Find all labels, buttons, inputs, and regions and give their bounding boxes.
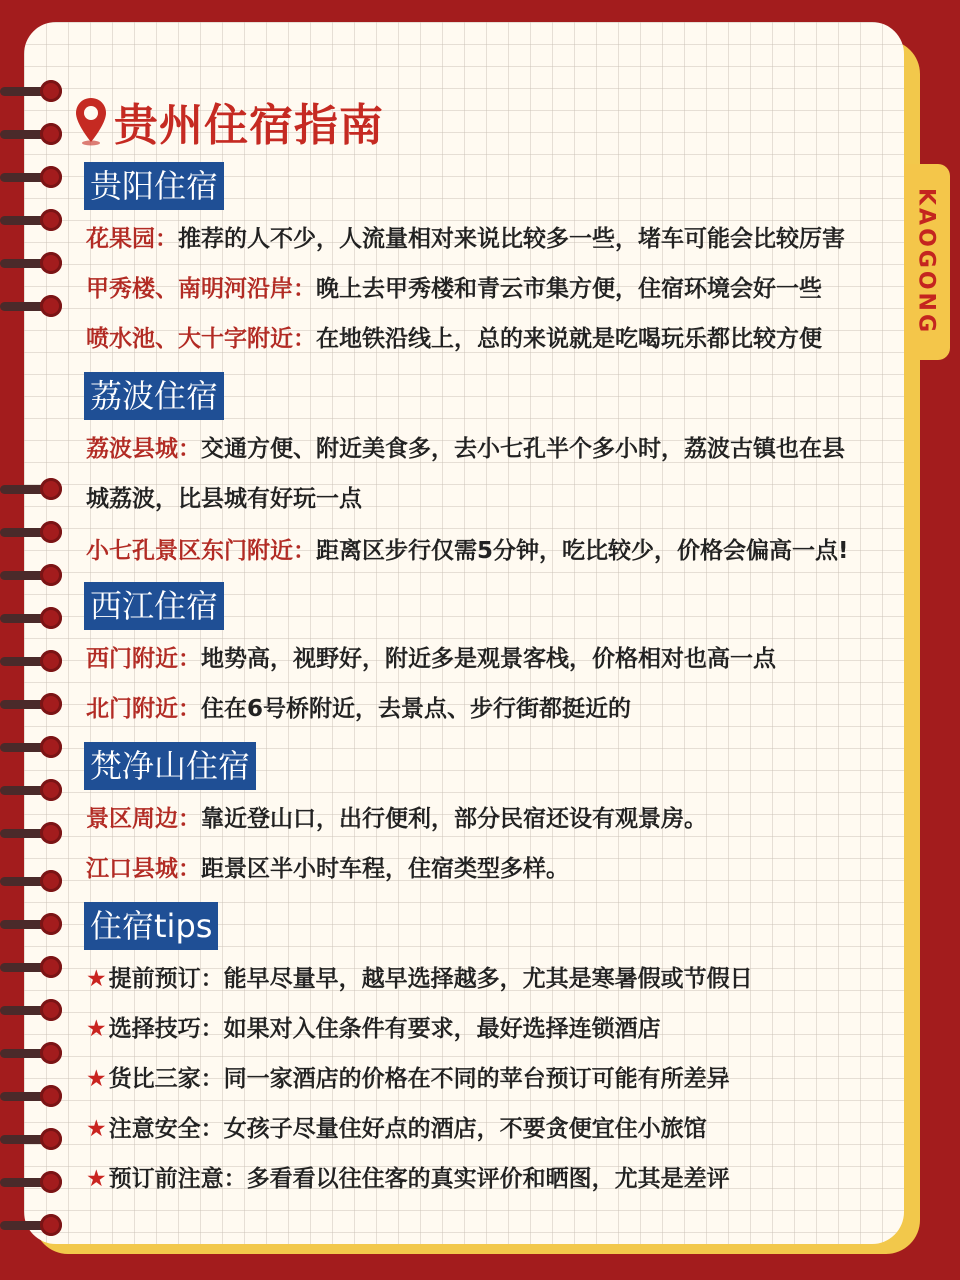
spiral-ring [0,1040,62,1068]
item-key: 荔波县城： [86,436,201,462]
spiral-ring [0,293,62,321]
spiral-ring [0,954,62,982]
star-icon: ★ [86,966,107,992]
item-key: 甲秀楼、南明河沿岸： [86,276,316,302]
list-item [86,526,849,576]
tip-item [86,1054,730,1104]
spiral-ring [0,1126,62,1154]
spiral-ring [0,121,62,149]
item-text: 住在6号桥附近，去景点、步行街都挺近的 [201,696,632,722]
spiral-ring [0,777,62,805]
item-text: 晚上去甲秀楼和青云市集方便，住宿环境会好一些 [316,276,822,302]
item-text: 距离区步行仅需5分钟，吃比较少，价格会偏高一点! [316,538,849,564]
tip-item [86,954,753,1004]
list-item [86,634,776,684]
spiral-ring [0,820,62,848]
section-heading-guiyang: 贵阳住宿 [84,162,224,210]
spiral-ring [0,691,62,719]
tip-text: 预订前注意：多看看以往住客的真实评价和晒图，尤其是差评 [108,1166,730,1192]
tip-text: 提前预订：能早尽量早，越早选择越多，尤其是寒暑假或节假日 [108,966,753,992]
star-icon: ★ [86,1166,107,1192]
item-text: 地势高，视野好，附近多是观景客栈，价格相对也高一点 [201,646,776,672]
star-icon: ★ [86,1116,107,1142]
tip-item [86,1104,707,1154]
item-text: 交通方便、附近美食多，去小七孔半个多小时，荔波古镇也在县城荔波，比县城有好玩一点 [86,436,845,512]
item-key: 北门附近： [86,696,201,722]
spiral-ring [0,734,62,762]
page-title: 贵州住宿指南 [114,100,384,151]
item-key: 喷水池、大十字附近： [86,326,316,352]
item-text: 推荐的人不少，人流量相对来说比较多一些，堵车可能会比较厉害 [178,226,845,252]
spiral-ring [0,519,62,547]
star-icon: ★ [86,1016,107,1042]
section-heading-xijiang: 西江住宿 [84,582,224,630]
list-item [86,844,569,894]
section-heading-libo: 荔波住宿 [84,372,224,420]
item-text: 距景区半小时车程，住宿类型多样。 [201,856,569,882]
tip-text: 注意安全：女孩子尽量住好点的酒店，不要贪便宜住小旅馆 [108,1116,707,1142]
spiral-ring [0,911,62,939]
item-text: 靠近登山口，出行便利，部分民宿还设有观景房。 [201,806,707,832]
spiral-ring [0,605,62,633]
spiral-ring [0,997,62,1025]
location-pin-icon [74,96,108,146]
spiral-ring [0,1212,62,1240]
list-item [86,314,822,364]
spiral-ring [0,868,62,896]
item-key: 小七孔景区东门附近： [86,538,316,564]
list-item [86,264,822,314]
item-key: 西门附近： [86,646,201,672]
spiral-ring [0,562,62,590]
item-text: 在地铁沿线上，总的来说就是吃喝玩乐都比较方便 [316,326,822,352]
title-row [74,86,384,156]
item-key: 花果园： [86,226,178,252]
spiral-ring [0,164,62,192]
tip-item [86,1004,661,1054]
side-tab-label: KAOGONG [913,188,939,336]
tip-text: 货比三家：同一家酒店的价格在不同的苹台预订可能有所差异 [108,1066,730,1092]
spiral-ring [0,648,62,676]
section-heading-fanjingshan: 梵净山住宿 [84,742,256,790]
section-heading-tips: 住宿tips [84,902,218,950]
item-key: 景区周边： [86,806,201,832]
list-item [86,684,631,734]
tip-item [86,1154,730,1204]
spiral-ring [0,1169,62,1197]
spiral-ring [0,1083,62,1111]
star-icon: ★ [86,1066,107,1092]
list-item [86,424,866,524]
spiral-ring [0,250,62,278]
spiral-ring [0,207,62,235]
spiral-ring [0,476,62,504]
tip-text: 选择技巧：如果对入住条件有要求，最好选择连锁酒店 [108,1016,661,1042]
item-key: 江口县城： [86,856,201,882]
list-item [86,214,845,264]
list-item [86,794,707,844]
spiral-ring [0,78,62,106]
